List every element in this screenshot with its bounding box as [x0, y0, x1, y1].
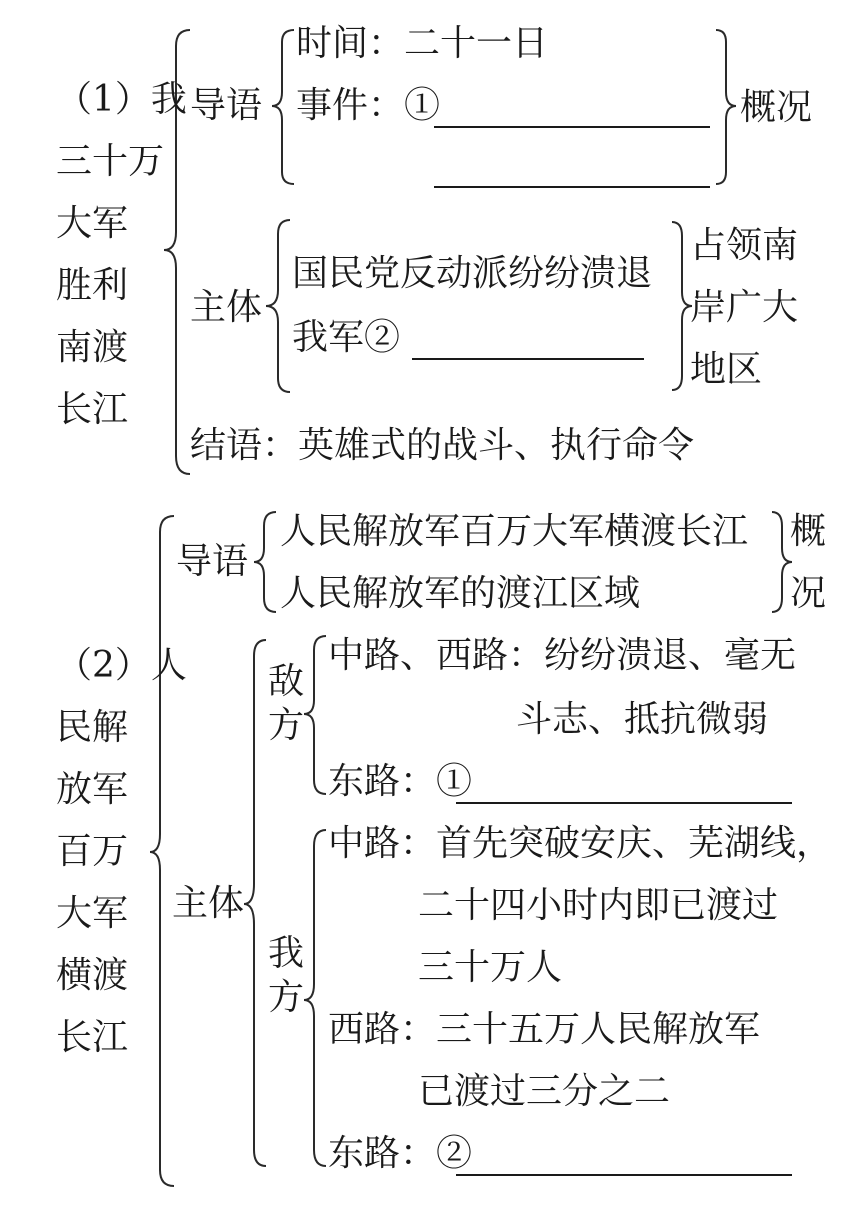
part2-our-west-1: 西路：三十五万人民解放军 — [328, 1009, 761, 1050]
part2-title-line: 横渡 — [56, 955, 129, 996]
part2-our-mid-3: 三十万人 — [418, 947, 563, 988]
part2-title-line: （2）人 — [56, 645, 187, 686]
part1-title-line: 长江 — [56, 389, 129, 430]
part1-title-line: 大军 — [56, 203, 129, 244]
part1-body-line1: 国民党反动派纷纷溃退 — [292, 253, 653, 294]
part2-enemy-east: 东路：① — [328, 761, 473, 802]
answer-blank-1a — [434, 126, 710, 128]
part2-intro-label: 导语 — [176, 541, 249, 582]
brace-part2-main — [150, 516, 174, 1186]
answer-blank-1b — [434, 186, 710, 188]
part2-intro-summary-line: 概 — [790, 511, 827, 552]
part1-intro-event: 事件：① — [296, 85, 441, 126]
brace-part2-body — [244, 640, 266, 1166]
part2-our-east: 东路：② — [328, 1133, 473, 1174]
answer-blank-3 — [456, 802, 792, 804]
answer-blank-4 — [456, 1174, 792, 1176]
part2-our-mid-1: 中路：首先突破安庆、芜湖线， — [328, 823, 833, 864]
part1-body-label: 主体 — [190, 287, 263, 328]
part2-our-mid-2: 二十四小时内即已渡过 — [418, 885, 779, 926]
part1-body-line2: 我军② — [292, 317, 401, 358]
part2-our-label-line: 我 — [268, 933, 305, 974]
part1-title-line: 三十万 — [56, 141, 165, 182]
part2-title-line: 民解 — [56, 707, 129, 748]
part2-title-line: 长江 — [56, 1017, 129, 1058]
part2-our-label-line: 方 — [268, 977, 305, 1018]
part1-conclusion: 结语：英雄式的战斗、执行命令 — [190, 425, 695, 466]
part1-title-line: （1）我 — [56, 79, 187, 120]
part2-our-west-2: 已渡过三分之二 — [418, 1071, 671, 1112]
part1-title-line: 南渡 — [56, 327, 129, 368]
part1-title-line: 胜利 — [56, 265, 129, 306]
brace-part1-body-right — [672, 222, 692, 390]
brace-part1-intro — [272, 30, 294, 184]
part2-title-line: 放军 — [56, 769, 129, 810]
part1-body-result-line: 地区 — [690, 349, 763, 390]
part2-intro-summary-line: 况 — [790, 573, 827, 614]
answer-blank-2 — [412, 358, 644, 360]
part2-enemy-mid-west-2: 斗志、抵抗微弱 — [516, 699, 769, 740]
part2-enemy-mid-west-1: 中路、西路：纷纷溃退、毫无 — [328, 635, 797, 676]
part1-body-result-line: 占领南 — [690, 225, 799, 266]
brace-enemy — [304, 636, 326, 794]
part2-title-line: 百万 — [56, 831, 129, 872]
part1-intro-summary: 概况 — [740, 87, 813, 128]
part2-title-line: 大军 — [56, 893, 129, 934]
part2-enemy-label-line: 方 — [268, 705, 305, 746]
brace-part1-body — [266, 220, 290, 392]
part2-enemy-label-line: 敌 — [268, 661, 305, 702]
part1-intro-label: 导语 — [190, 85, 263, 126]
part2-intro-line2: 人民解放军的渡江区域 — [280, 573, 641, 614]
part1-body-result-line: 岸广大 — [690, 287, 799, 328]
part2-body-label: 主体 — [172, 883, 245, 924]
brace-part2-intro-right — [772, 512, 792, 612]
part1-intro-time: 时间：二十一日 — [296, 23, 549, 64]
brace-part1-intro-right — [716, 30, 736, 184]
brace-part2-intro — [254, 512, 276, 612]
brace-our — [304, 830, 326, 1166]
part2-intro-line1: 人民解放军百万大军横渡长江 — [280, 511, 749, 552]
